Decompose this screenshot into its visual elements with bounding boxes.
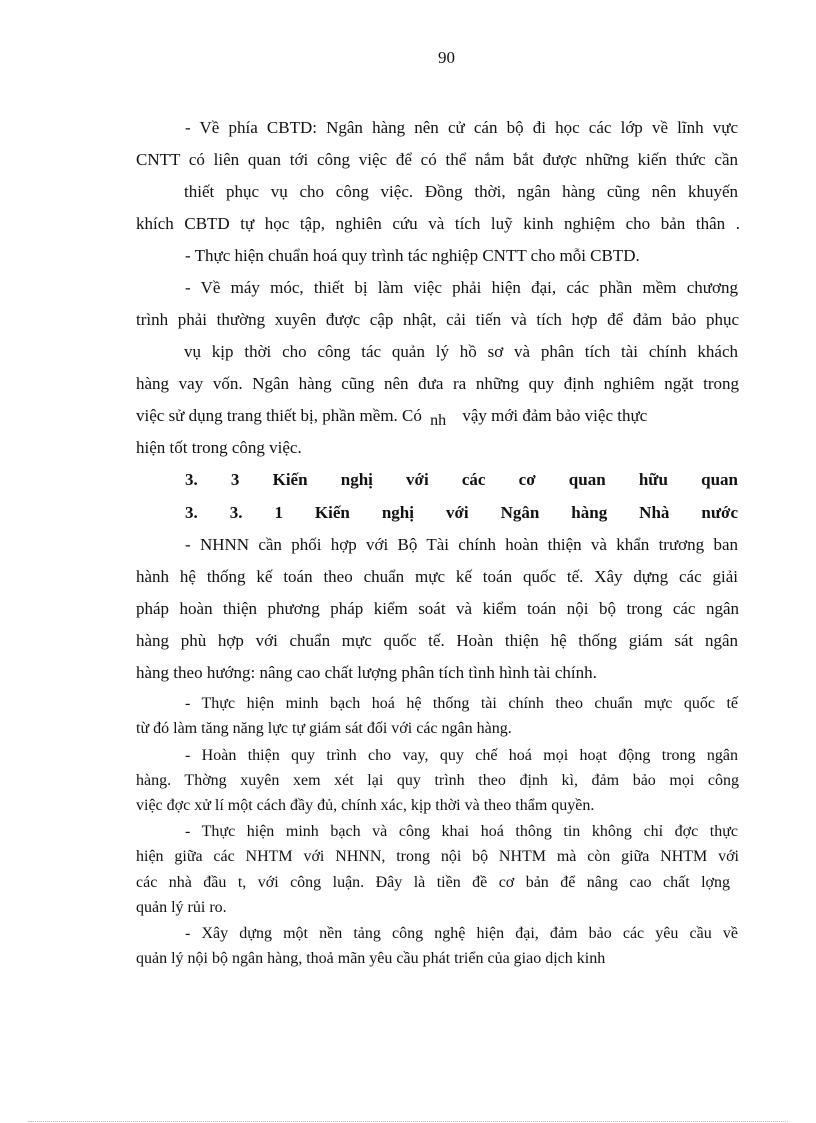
paragraph-line: hành hệ thống kế toán theo chuẩn mực kế toán quốc tế. Xây dựng các giải bbox=[136, 567, 738, 586]
paragraph-line: hàng phù hợp với chuẩn mực quốc tế. Hoàn thiện hệ thống giám sát ngân bbox=[136, 631, 738, 650]
line-text: việc sử dụng trang thiết bị, phần mềm. Có bbox=[136, 406, 422, 425]
paragraph-line: - Về máy móc, thiết bị làm việc phải hiện đại, các phần mềm chương bbox=[185, 278, 738, 297]
paragraph-line: vụ kịp thời cho công tác quản lý hồ sơ và phân tích tài chính khách bbox=[184, 342, 738, 361]
paragraph-line: các nhà đầu t, với công luận. Đây là tiền đề cơ bản để nâng cao chất lợng bbox=[136, 874, 730, 891]
line-text: vậy mới đảm bảo việc thực bbox=[462, 406, 648, 425]
paragraph-line: quản lý rủi ro. bbox=[136, 899, 227, 916]
page-bottom-rule bbox=[28, 1121, 788, 1122]
paragraph-line: thiết phục vụ cho công việc. Đồng thời, ngân hàng cũng nên khuyến bbox=[184, 182, 738, 201]
section-heading: 3. 3 Kiến nghị với các cơ quan hữu quan bbox=[185, 470, 738, 489]
paragraph-line: khích CBTD tự học tập, nghiên cứu và tích luỹ kinh nghiệm cho bản thân . bbox=[136, 214, 740, 233]
page-number: 90 bbox=[438, 48, 455, 67]
paragraph-line: - Hoàn thiện quy trình cho vay, quy chế hoá mọi hoạt động trong ngân bbox=[185, 747, 738, 764]
paragraph-line: - Về phía CBTD: Ngân hàng nên cử cán bộ đi học các lớp về lĩnh vực bbox=[185, 118, 738, 137]
subsection-heading: 3. 3. 1 Kiến nghị với Ngân hàng Nhà nước bbox=[185, 503, 738, 522]
paragraph-line: từ đó làm tăng năng lực tự giám sát đối với các ngân hàng. bbox=[136, 720, 512, 737]
paragraph-line-with-fragment bbox=[136, 406, 647, 427]
paragraph-line: hiện giữa các NHTM với NHNN, trong nội bộ NHTM mà còn giữa NHTM với bbox=[136, 848, 739, 865]
paragraph-line: việc đợc xử lí một cách đầy đủ, chính xác, kịp thời và theo thẩm quyền. bbox=[136, 797, 595, 814]
paragraph-line: CNTT có liên quan tới công việc để có thể nắm bắt được những kiến thức cần bbox=[136, 150, 738, 169]
paragraph-line: - Thực hiện minh bạch hoá hệ thống tài chính theo chuẩn mực quốc tế bbox=[185, 695, 738, 712]
paragraph-line: hàng theo hướng: nâng cao chất lượng phân tích tình hình tài chính. bbox=[136, 663, 597, 682]
paragraph-line: hiện tốt trong công việc. bbox=[136, 438, 302, 457]
text-fragment: nh bbox=[430, 412, 447, 429]
paragraph-line: - Thực hiện chuẩn hoá quy trình tác nghiệp CNTT cho mỗi CBTD. bbox=[185, 246, 640, 265]
paragraph-line: quản lý nội bộ ngân hàng, thoả mãn yêu cầu phát triển của giao dịch kinh bbox=[136, 950, 606, 967]
paragraph-line: hàng. Thờng xuyên xem xét lại quy trình theo định kì, đảm bảo mọi công bbox=[136, 772, 739, 789]
paragraph-line: pháp hoàn thiện phương pháp kiểm soát và kiểm toán nội bộ trong các ngân bbox=[136, 599, 739, 618]
paragraph-line: hàng vay vốn. Ngân hàng cũng nên đưa ra những quy định nghiêm ngặt trong bbox=[136, 374, 739, 393]
paragraph-line: - NHNN cần phối hợp với Bộ Tài chính hoàn thiện và khẩn trương ban bbox=[185, 535, 738, 554]
paragraph-line: - Thực hiện minh bạch và công khai hoá thông tin không chỉ đợc thực bbox=[185, 823, 738, 840]
paragraph-line: - Xây dựng một nền tảng công nghệ hiện đại, đảm bảo các yêu cầu về bbox=[185, 925, 738, 942]
paragraph-line: trình phải thường xuyên được cập nhật, cải tiến và tích hợp để đảm bảo phục bbox=[136, 310, 739, 329]
